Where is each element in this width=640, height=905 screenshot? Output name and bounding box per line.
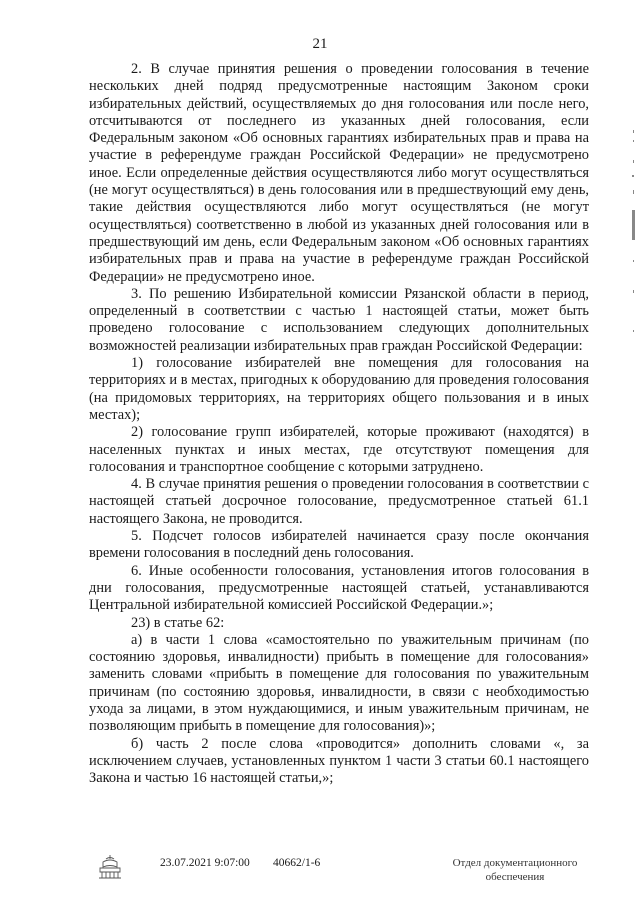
page-footer bbox=[0, 853, 640, 903]
paragraph: 23) в статье 62: bbox=[131, 614, 225, 631]
paragraph: б) часть 2 после слова «проводится» дополнить словами «, за исключением случаев, установленных пунктом 1 части 3 статьи 60.1 настоящего Закона и частью 16 настоящей статьи,»; bbox=[89, 735, 589, 787]
paragraph: 5. Подсчет голосов избирателей начинается сразу после окончания времени голосования в последний день голосования. bbox=[89, 528, 589, 562]
paragraph: 3. По решению Избирательной комиссии Рязанской области в период, определенный в соответствии с частью 1 настоящей статьи, может быть проведено голосование с использованием следующих дополнительных возможностей реализации избирательных прав граждан Российской Федерации: bbox=[89, 285, 589, 354]
footer-department-stamp bbox=[440, 856, 590, 884]
footer-document-code: 40662/1-6 bbox=[273, 857, 321, 869]
page-number: 21 bbox=[312, 36, 328, 52]
paragraph: 2. В случае принятия решения о проведении голосования в течение нескольких дней подряд предусмотренные настоящим Законом сроки избирательных действий, осуществляемых до дня голосования или после него, отсчитываются от последнего из указанных дней голосования, если Федеральным законом «Об основных гарантиях избирательных прав и права на участие в референдуме граждан Российской Федерации» не предусмотрено иное. Если определенные действия осуществляются либо могут осуществляться (не могут осуществляться) в день голосования или в предшествующий ему день, такие действия осуществляются либо могут осуществляться (не могут осуществляться) соответственно в любой из указанных дней голосования или в предшествующий им день, если Федеральным законом «Об основных гарантиях избирательных прав и права на участие в референдуме граждан Российской Федерации» не предусмотрено иное. bbox=[89, 61, 589, 285]
department-line: Отдел документационного bbox=[452, 857, 578, 869]
coat-of-arms-icon bbox=[96, 853, 124, 881]
paragraph: 4. В случае принятия решения о проведении голосования в соответствии с настоящей статьей досрочное голосование, предусмотренное статьей 61.1 настоящего Закона, не проводится. bbox=[89, 476, 589, 527]
department-line: обеспечения bbox=[485, 871, 545, 883]
paragraph: 2) голосование групп избирателей, которые проживают (находятся) в населенных пунктах и иных местах, где отсутствуют помещения для голосования и транспортное сообщение с которыми затруднено. bbox=[89, 424, 589, 475]
scan-margin-marks bbox=[630, 130, 638, 360]
footer-datetime: 23.07.2021 9:07:00 bbox=[160, 857, 250, 869]
paragraph: 1) голосование избирателей вне помещения для голосования на территориях и в местах, пригодных к оборудованию для проведения голосования (на придомовых территориях, на территориях общего пользования и в иных местах); bbox=[89, 355, 589, 423]
paragraph: 6. Иные особенности голосования, установления итогов голосования в дни голосования, предусмотренные настоящей статьей, устанавливаются Центральной избирательной комиссией Российской Федерации.»; bbox=[89, 562, 589, 614]
document-body bbox=[89, 61, 589, 787]
paragraph: а) в части 1 слова «самостоятельно по уважительным причинам (по состоянию здоровья, инвалидности) прибыть в помещение для голосования» заменить словами «прибыть в помещение для голосования по уважительным причинам (по состоянию здоровья, инвалидности, в связи с необходимостью ухода за лицами, в этом нуждающимися, и иным уважительным причинам, не позволяющим прибыть в помещение для голосования)»; bbox=[89, 631, 589, 735]
